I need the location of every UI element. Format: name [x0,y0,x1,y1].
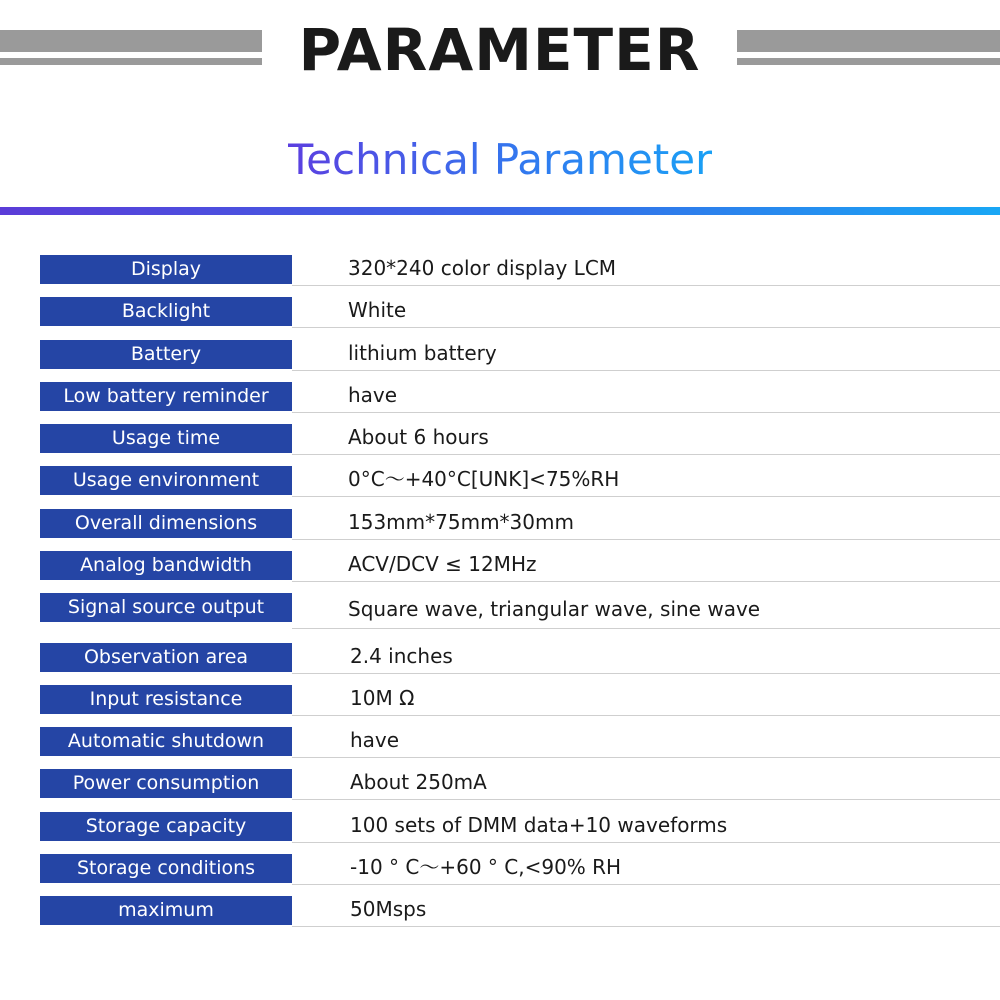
table-row [40,382,1000,412]
table-row [40,466,1000,496]
row-divider [292,285,1000,286]
table-row [40,593,1000,623]
parameter-value: have [350,728,400,752]
parameter-value: Square wave, triangular wave, sine wave [348,597,761,621]
parameter-value: 10M Ω [350,686,415,710]
row-divider [292,799,1000,800]
parameter-label: Display [40,255,292,284]
table-row [40,812,1000,842]
row-divider [292,884,1000,885]
table-row [40,297,1000,327]
parameter-value: About 6 hours [348,425,489,449]
parameter-label: Backlight [40,297,292,326]
parameter-label: Battery [40,340,292,369]
gradient-divider [0,207,1000,215]
page-title: PARAMETER [298,16,701,84]
row-divider [292,673,1000,674]
parameter-value: have [348,383,398,407]
parameter-label: Automatic shutdown [40,727,292,756]
parameter-value: ACV/DCV ≤ 12MHz [348,552,537,576]
table-row [40,769,1000,799]
parameter-label: Usage time [40,424,292,453]
parameter-label: Storage conditions [40,854,292,883]
parameter-label: Power consumption [40,769,292,798]
table-row [40,255,1000,285]
row-divider [292,370,1000,371]
parameter-value: About 250mA [350,770,487,794]
row-divider [292,496,1000,497]
parameter-value: -10 ° C～+60 ° C,<90% RH [350,855,622,879]
row-divider [292,581,1000,582]
decorative-bars-right [737,30,1000,68]
parameter-label: Overall dimensions [40,509,292,538]
section-subtitle-text: Technical Parameter [287,135,713,184]
row-divider [292,539,1000,540]
table-row [40,896,1000,926]
row-divider [292,757,1000,758]
parameter-label: maximum [40,896,292,925]
row-divider [292,327,1000,328]
parameter-value: 2.4 inches [350,644,453,668]
table-row [40,509,1000,539]
row-divider [292,412,1000,413]
parameter-label: Storage capacity [40,812,292,841]
table-row [40,551,1000,581]
row-divider [292,454,1000,455]
parameter-label: Input resistance [40,685,292,714]
parameter-value: lithium battery [348,341,497,365]
row-divider [292,926,1000,927]
parameter-label: Usage environment [40,466,292,495]
table-row [40,685,1000,715]
table-row [40,727,1000,757]
row-divider [292,842,1000,843]
parameter-value: 320*240 color display LCM [348,256,617,280]
section-subtitle [0,130,1000,190]
row-divider [292,628,1000,629]
parameter-label: Signal source output [40,593,292,622]
decorative-bars-left [0,30,262,68]
parameter-label: Low battery reminder [40,382,292,411]
table-row [40,424,1000,454]
table-row [40,854,1000,884]
parameter-value: 100 sets of DMM data+10 waveforms [350,813,728,837]
parameter-value: 50Msps [350,897,427,921]
parameter-label: Analog bandwidth [40,551,292,580]
table-row [40,643,1000,673]
parameter-value: White [348,298,407,322]
table-row [40,340,1000,370]
parameter-value: 0°C～+40°C[UNK]<75%RH [348,467,620,491]
parameter-value: 153mm*75mm*30mm [348,510,574,534]
parameter-label: Observation area [40,643,292,672]
row-divider [292,715,1000,716]
